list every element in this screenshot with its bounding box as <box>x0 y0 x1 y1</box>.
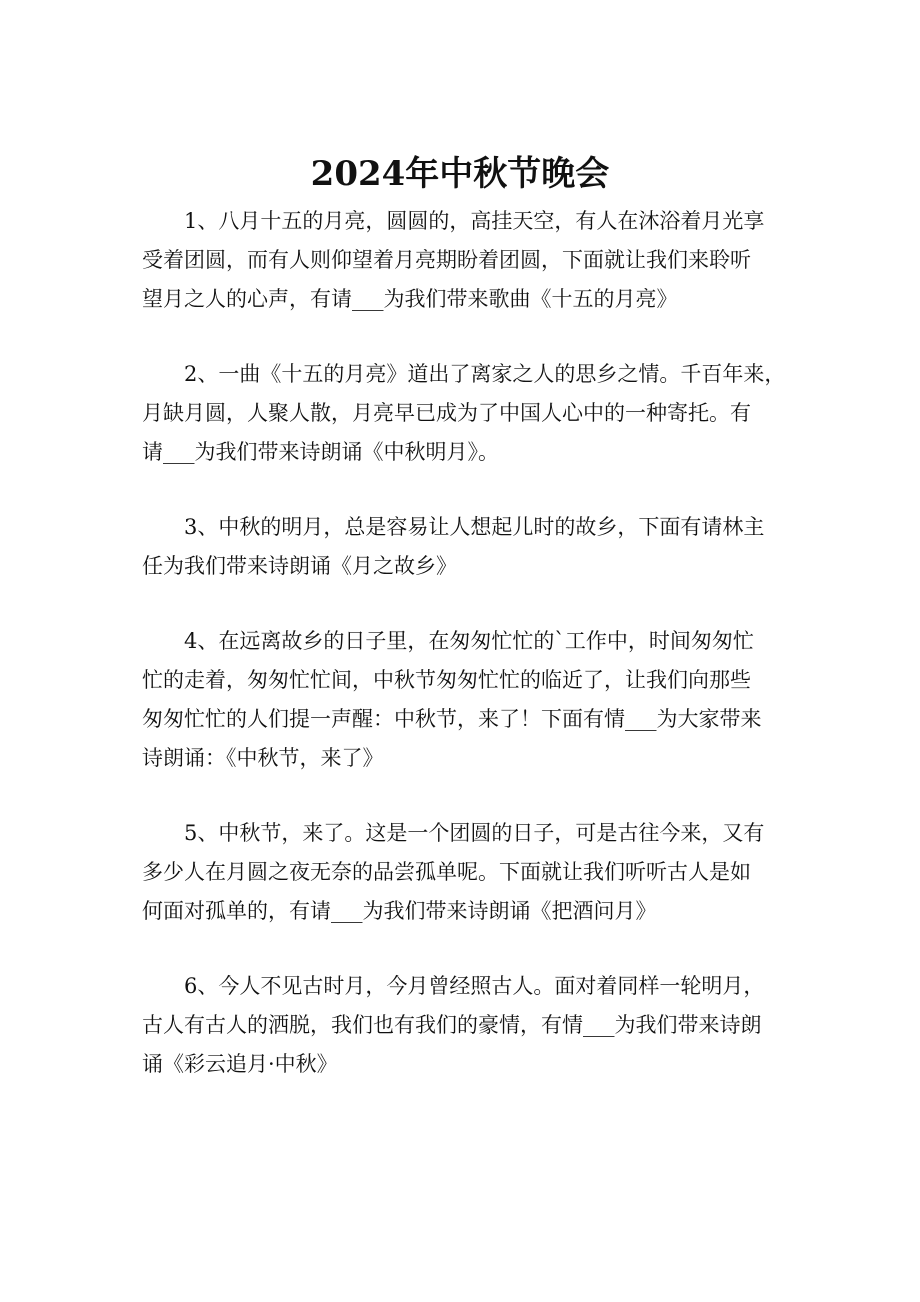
paragraph-line: 1、八月十五的月亮，圆圆的，高挂天空，有人在沐浴着月光享 <box>184 209 765 233</box>
paragraph-2 <box>142 355 786 472</box>
paragraph-line: 诵《彩云追月·中秋》 <box>142 1052 338 1076</box>
paragraph-line: 请___为我们带来诗朗诵《中秋明月》。 <box>142 440 499 464</box>
paragraph-5 <box>142 814 782 931</box>
paragraph-line: 忙的走着，匆匆忙忙间，中秋节匆匆忙忙的临近了，让我们向那些 <box>142 668 751 692</box>
paragraph-line: 古人有古人的洒脱，我们也有我们的豪情，有情___为我们带来诗朗 <box>142 1013 762 1037</box>
paragraph-line: 6、今人不见古时月，今月曾经照古人。面对着同样一轮明月， <box>184 974 765 998</box>
paragraph-line: 5、中秋节，来了。这是一个团圆的日子，可是古往今来，又有 <box>184 821 765 845</box>
paragraph-6 <box>142 967 782 1084</box>
paragraph-line: 任为我们带来诗朗诵《月之故乡》 <box>142 554 457 578</box>
paragraph-1 <box>142 202 782 319</box>
paragraph-line: 月缺月圆，人聚人散，月亮早已成为了中国人心中的一种寄托。有 <box>142 401 751 425</box>
paragraph-line: 匆匆忙忙的人们提一声醒：中秋节，来了！下面有情___为大家带来 <box>142 707 762 731</box>
paragraph-line: 3、中秋的明月，总是容易让人想起儿时的故乡，下面有请林主 <box>184 515 765 539</box>
document-body <box>142 202 786 1120</box>
paragraph-3 <box>142 508 782 586</box>
paragraph-line: 4、在远离故乡的日子里，在匆匆忙忙的`工作中，时间匆匆忙 <box>184 629 754 653</box>
paragraph-line: 诗朗诵：《中秋节，来了》 <box>142 746 384 770</box>
document-title: 2024年中秋节晚会 <box>310 154 610 194</box>
paragraph-line: 何面对孤单的，有请___为我们带来诗朗诵《把酒问月》 <box>142 899 657 923</box>
paragraph-line: 望月之人的心声，有请___为我们带来歌曲《十五的月亮》 <box>142 287 678 311</box>
paragraph-4 <box>142 622 782 778</box>
paragraph-line: 多少人在月圆之夜无奈的品尝孤单呢。下面就让我们听听古人是如 <box>142 860 751 884</box>
paragraph-line: 受着团圆，而有人则仰望着月亮期盼着团圆，下面就让我们来聆听 <box>142 248 751 272</box>
paragraph-line: 2、一曲《十五的月亮》道出了离家之人的思乡之情。千百年来， <box>184 362 786 386</box>
